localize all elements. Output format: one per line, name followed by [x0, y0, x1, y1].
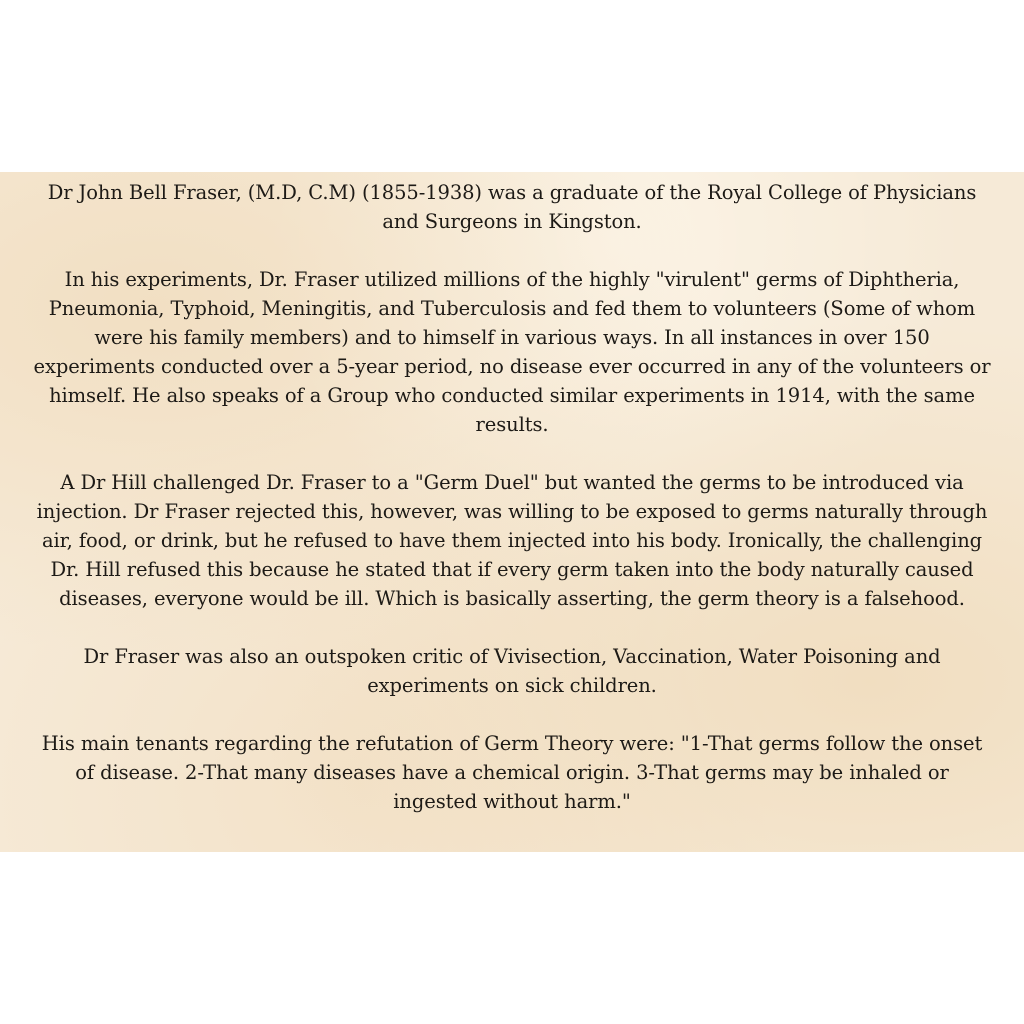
- paragraph-spacer: [0, 613, 1024, 642]
- paragraph-spacer: [0, 236, 1024, 265]
- parchment-card: [0, 172, 1024, 852]
- paragraph-experiments: In his experiments, Dr. Fraser utilized millions of the highly "virulent" germs of Diphtheria, Pneumonia, Typhoid, Meningitis, and Tuberculosis and fed them to volunteers (Some of whom were his family members) and to himself in various ways. In all instances in over 150 experiments conducted over a 5-year period, no disease ever occurred in any of the volunteers or himself. He also speaks of a Group who conducted similar experiments in 1914, with the same results.: [33, 268, 991, 436]
- paragraph-spacer: [0, 700, 1024, 729]
- paragraph-spacer: [0, 439, 1024, 468]
- paragraph-critic: Dr Fraser was also an outspoken critic of Vivisection, Vaccination, Water Poisoning and experiments on sick children.: [83, 645, 941, 697]
- paragraph-tenants: His main tenants regarding the refutation of Germ Theory were: "1-That germs follow the onset of disease. 2-That many diseases have a chemical origin. 3-That germs may be inhaled or ingested without harm.": [41, 732, 983, 813]
- paragraph-intro: Dr John Bell Fraser, (M.D, C.M) (1855-1938) was a graduate of the Royal College of Physicians and Surgeons in Kingston.: [47, 181, 977, 233]
- paragraph-germ-duel: A Dr Hill challenged Dr. Fraser to a "Germ Duel" but wanted the germs to be introduced via injection. Dr Fraser rejected this, however, was willing to be exposed to germs naturally through air, food, or drink, but he refused to have them injected into his body. Ironically, the challenging Dr. Hill refused this because he stated that if every germ taken into the body naturally caused diseases, everyone would be ill. Which is basically asserting, the germ theory is a falsehood.: [36, 471, 988, 610]
